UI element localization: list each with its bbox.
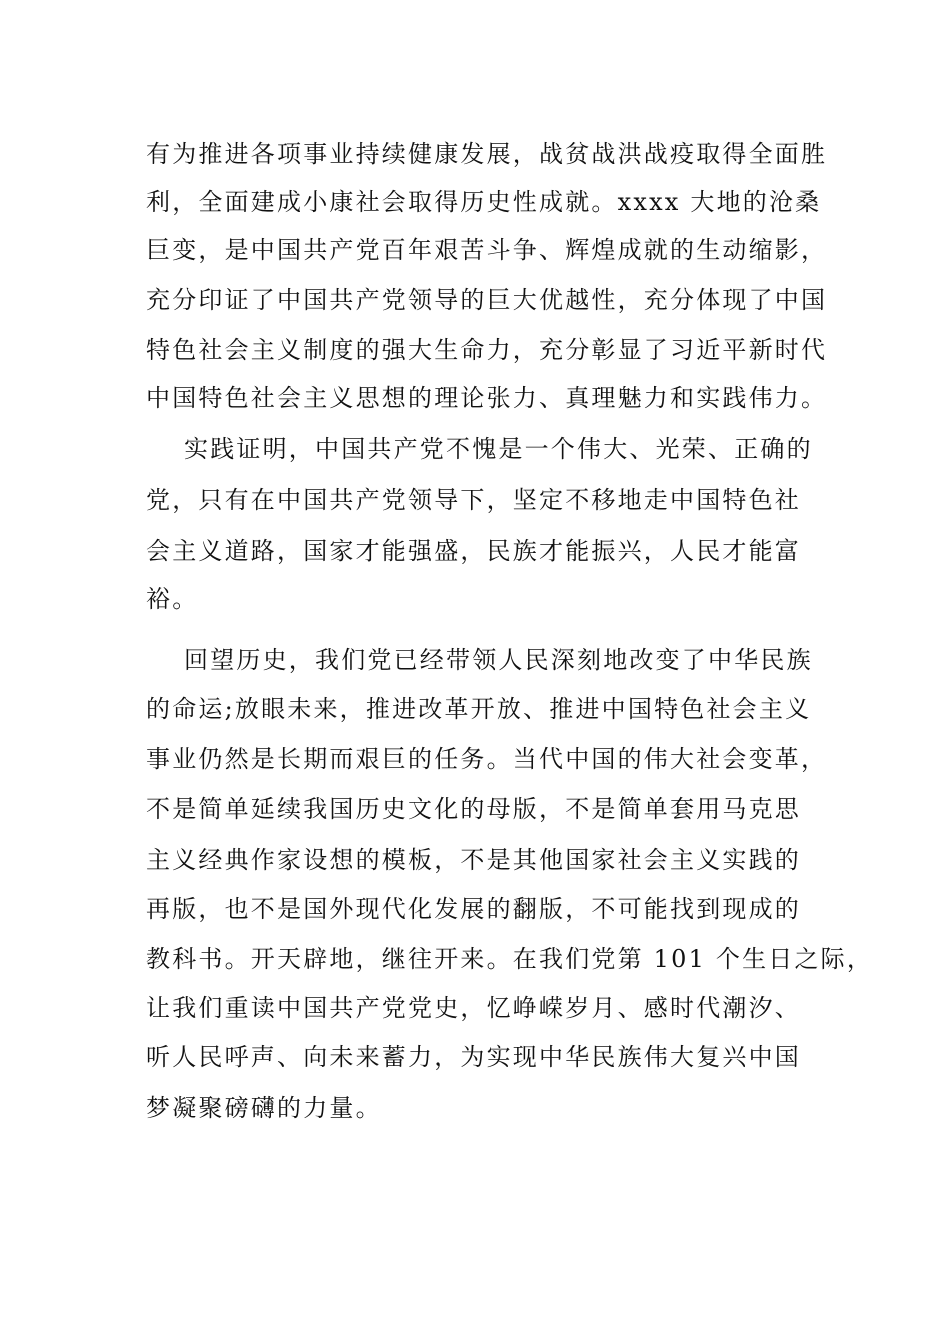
text-line: 党，只有在中国共产党领导下，坚定不移地走中国特色社 — [146, 486, 801, 514]
text-line: 会主义道路，国家才能强盛，民族才能振兴，人民才能富 — [146, 537, 801, 565]
text-line: 让我们重读中国共产党党史，忆峥嵘岁月、感时代潮汐、 — [146, 994, 801, 1022]
text-line: 主义经典作家设想的模板，不是其他国家社会主义实践的 — [146, 846, 801, 874]
text-line: 充分印证了中国共产党领导的巨大优越性，充分体现了中国 — [146, 286, 828, 314]
text-line: 实践证明，中国共产党不愧是一个伟大、光荣、正确的 — [184, 435, 813, 463]
text-line: 回望历史，我们党已经带领人民深刻地改变了中华民族 — [184, 646, 813, 674]
text-line: 听人民呼声、向未来蓄力，为实现中华民族伟大复兴中国 — [146, 1043, 801, 1071]
text-line: 中国特色社会主义思想的理论张力、真理魅力和实践伟力。 — [146, 384, 828, 412]
text-line: 利，全面建成小康社会取得历史性成就。xxxx 大地的沧桑 — [146, 188, 822, 216]
text-line: 事业仍然是长期而艰巨的任务。当代中国的伟大社会变革， — [146, 745, 828, 773]
text-line: 再版，也不是国外现代化发展的翻版，不可能找到现成的 — [146, 895, 801, 923]
text-line: 梦凝聚磅礴的力量。 — [146, 1094, 382, 1122]
text-line: 教科书。开天辟地，继往开来。在我们党第 101 个生日之际， — [146, 945, 874, 973]
text-line: 的命运;放眼未来，推进改革开放、推进中国特色社会主义 — [146, 695, 812, 723]
text-line: 巨变，是中国共产党百年艰苦斗争、辉煌成就的生动缩影， — [146, 236, 828, 264]
text-line: 有为推进各项事业持续健康发展，战贫战洪战疫取得全面胜 — [146, 140, 828, 168]
text-line: 裕。 — [146, 585, 199, 613]
text-line: 不是简单延续我国历史文化的母版，不是简单套用马克思 — [146, 795, 801, 823]
text-line: 特色社会主义制度的强大生命力，充分彰显了习近平新时代 — [146, 336, 828, 364]
